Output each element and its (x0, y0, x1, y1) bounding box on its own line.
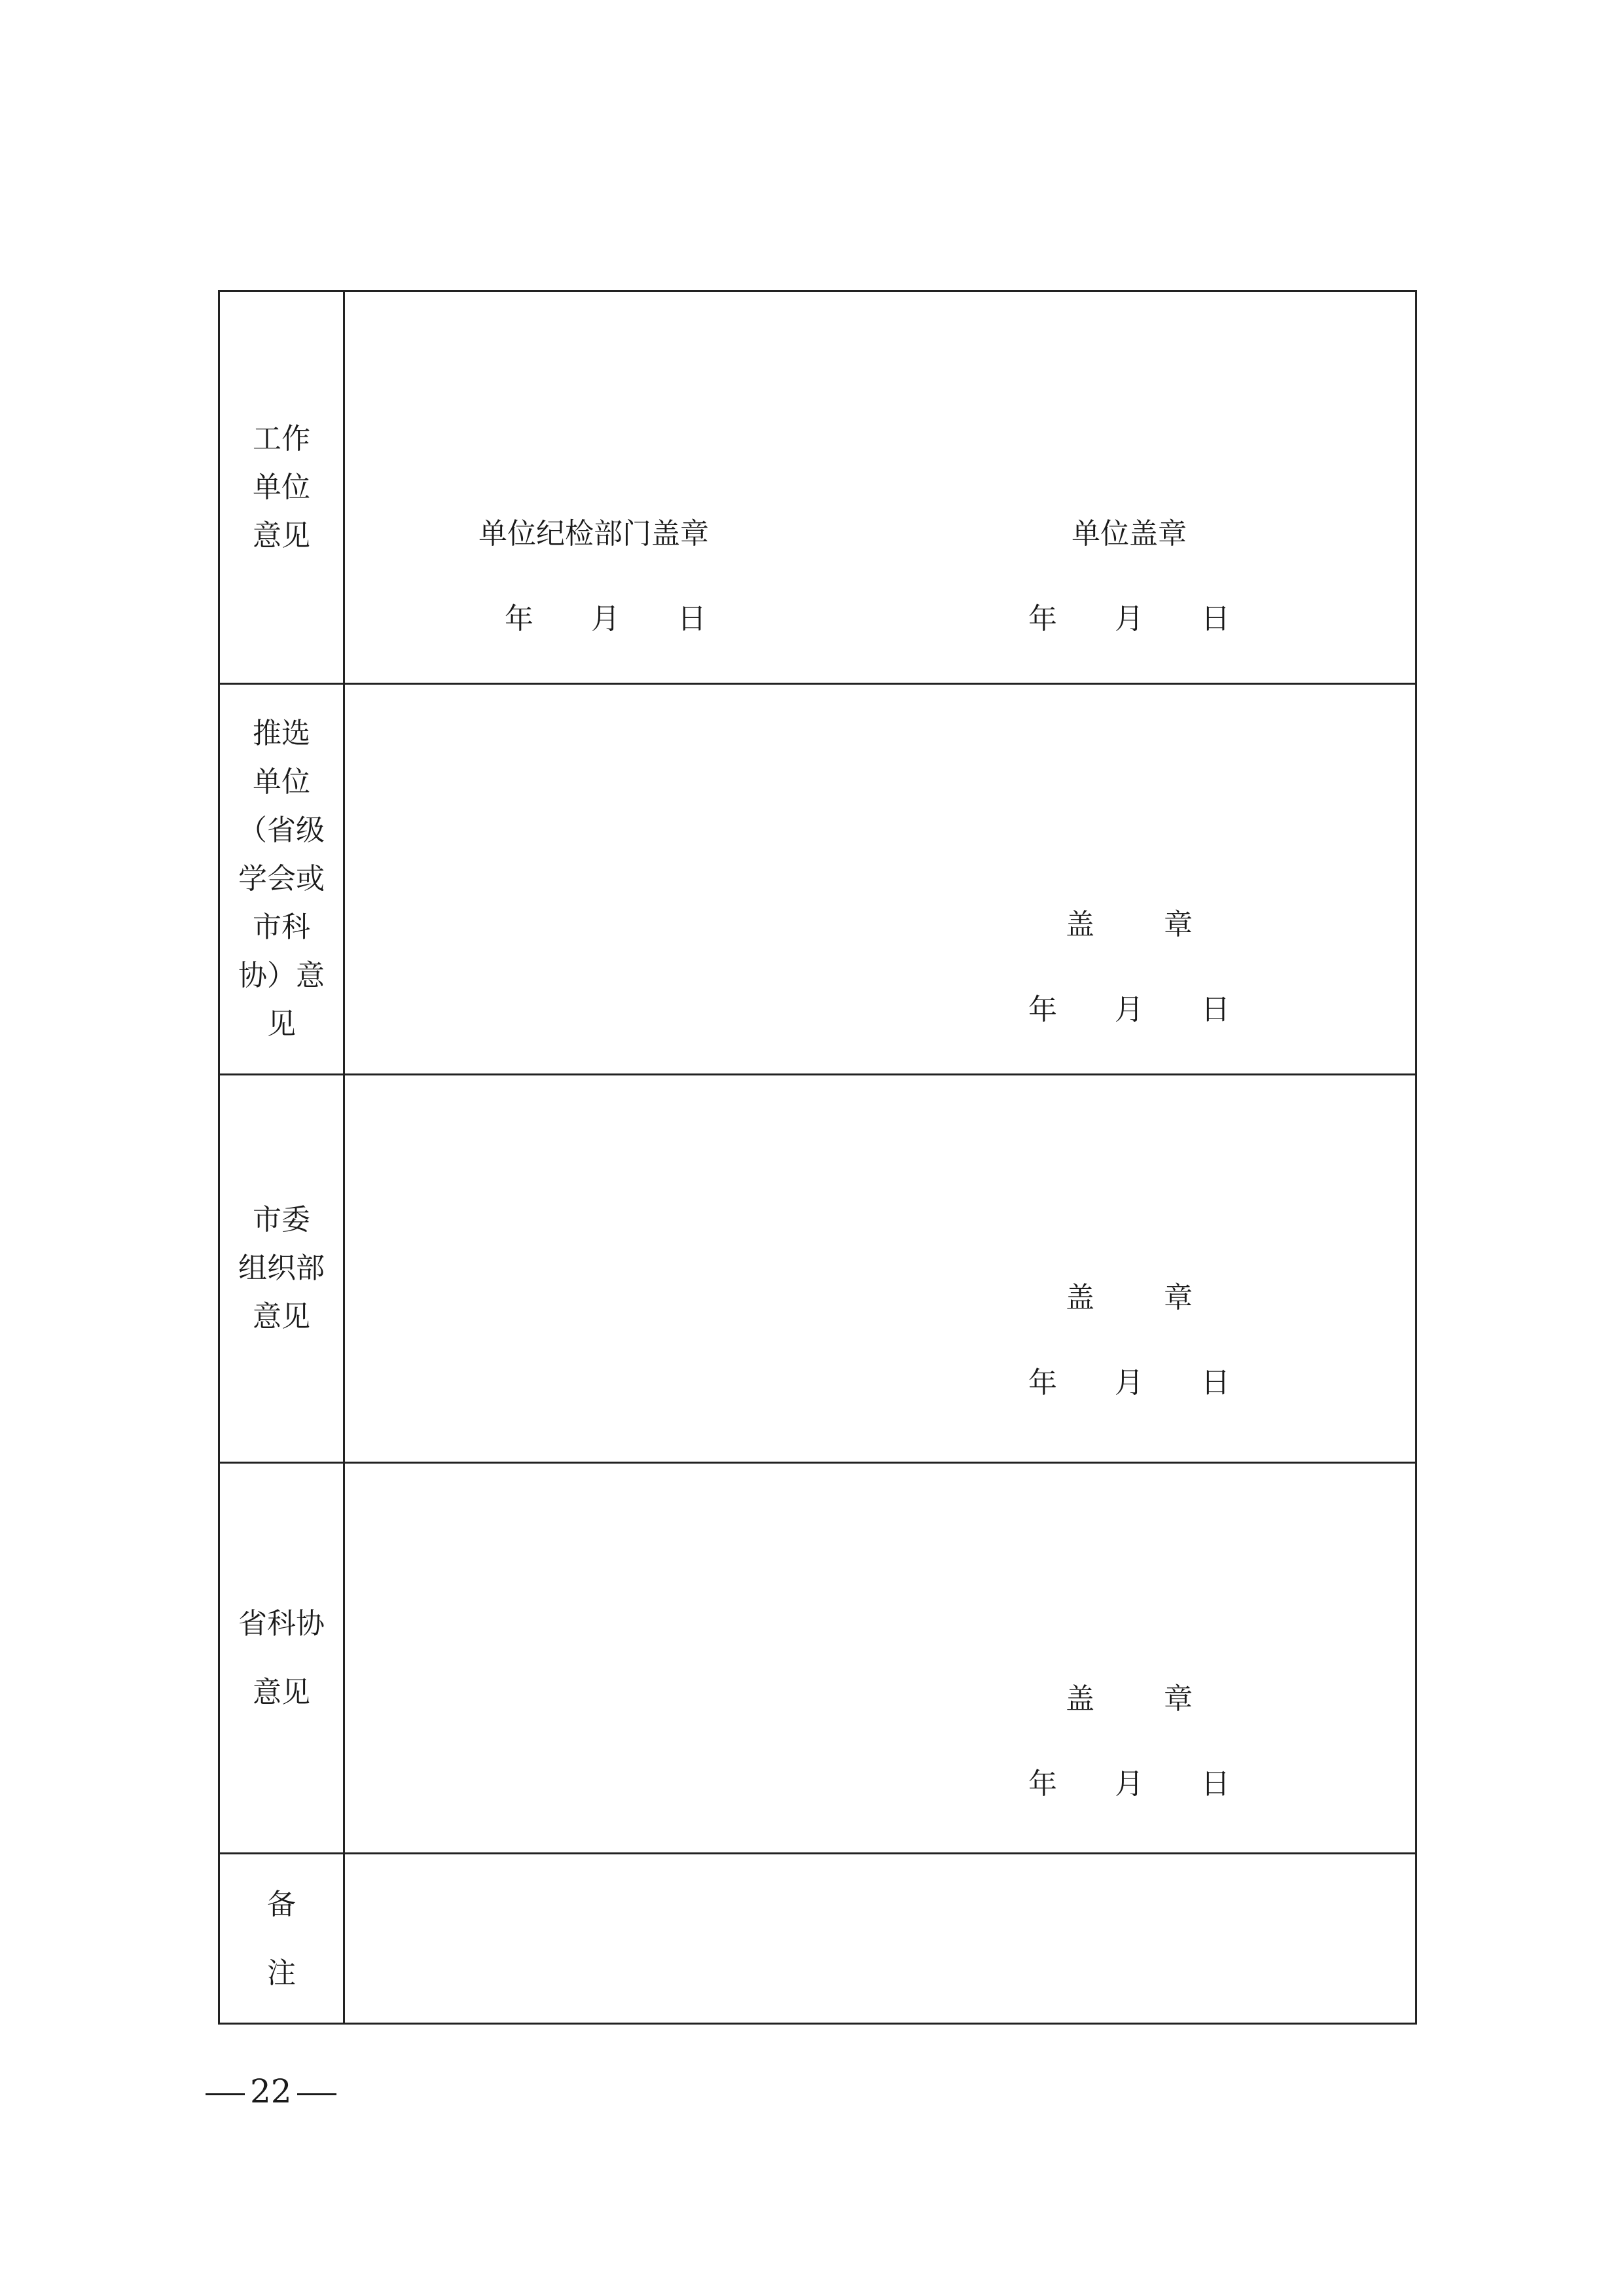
label-line: 市科 (253, 910, 310, 944)
seal-char: 章 (1164, 908, 1193, 941)
opinion-cell-nominating-unit[interactable] (344, 684, 1416, 1075)
date-day: 日 (1201, 1366, 1230, 1399)
nominating-stamp-block (1000, 905, 1259, 1030)
date-month: 月 (1115, 1366, 1144, 1399)
date-day: 日 (1201, 993, 1230, 1026)
seal-char: 盖 (1066, 908, 1094, 941)
label-line: 组织部 (238, 1252, 325, 1285)
provincial-stamp-block (1000, 1680, 1259, 1804)
label-line: 意见 (253, 1300, 310, 1333)
date-year: 年 (1028, 602, 1057, 636)
date-month: 月 (1115, 1767, 1144, 1801)
seal-char: 章 (1164, 1682, 1193, 1716)
date-year: 年 (505, 602, 533, 636)
seal-label (1000, 1278, 1259, 1318)
label-line: 见 (267, 1007, 296, 1041)
label-cell-provincial-sci-assoc (219, 1463, 344, 1854)
date-month: 月 (1115, 602, 1144, 636)
date-year: 年 (1028, 993, 1057, 1026)
label-line: 学会或 (238, 862, 325, 895)
approval-form-table (218, 290, 1417, 2025)
label-line: 协）意 (238, 959, 325, 992)
label-work-unit-opinion (253, 415, 310, 560)
label-line: 市委 (253, 1203, 310, 1236)
discipline-dept-stamp-label: 单位纪检部门盖章 (478, 517, 709, 550)
label-municipal-org-dept-opinion (238, 1196, 325, 1341)
label-line: 注 (267, 1956, 296, 1990)
label-line: 备 (267, 1887, 296, 1921)
unit-stamp-label: 单位盖章 (1072, 517, 1187, 550)
label-line: 意见 (253, 518, 310, 552)
dash-right (297, 2093, 336, 2095)
row-work-unit-opinion (219, 291, 1416, 684)
opinion-cell-provincial-sci-assoc[interactable] (344, 1463, 1416, 1854)
label-line: 意见 (253, 1676, 310, 1709)
date-day: 日 (1201, 1767, 1230, 1801)
label-line: 单位 (253, 765, 310, 799)
date-month: 月 (591, 602, 620, 636)
date-day: 日 (677, 602, 706, 636)
label-cell-work-unit (219, 291, 344, 684)
unit-stamp-block (1000, 514, 1259, 639)
date-month: 月 (1115, 993, 1144, 1026)
row-remarks (219, 1854, 1416, 2024)
remarks-cell[interactable] (344, 1854, 1416, 2024)
label-remarks (267, 1870, 296, 2008)
page-number (200, 2068, 342, 2114)
label-cell-nominating-unit (219, 684, 344, 1075)
label-nominating-unit-opinion (238, 710, 325, 1049)
label-line: 推选 (253, 717, 310, 750)
row-municipal-org-dept-opinion (219, 1075, 1416, 1463)
seal-label (1000, 905, 1259, 945)
seal-char: 盖 (1066, 1682, 1094, 1716)
opinion-cell-municipal-org-dept[interactable] (344, 1075, 1416, 1463)
date-year: 年 (1028, 1767, 1057, 1801)
row-provincial-sci-assoc-opinion (219, 1463, 1416, 1854)
dash-left (206, 2093, 245, 2095)
page-number-value: 22 (250, 2072, 292, 2110)
seal-char: 章 (1164, 1281, 1193, 1314)
date-line (476, 600, 712, 639)
opinion-cell-work-unit[interactable] (344, 291, 1416, 684)
label-line: 省科协 (238, 1607, 325, 1640)
date-line (1000, 600, 1259, 639)
seal-label (1000, 1680, 1259, 1719)
date-line (1000, 1363, 1259, 1403)
label-line: （省级 (238, 814, 325, 847)
municipal-stamp-block (1000, 1278, 1259, 1403)
discipline-dept-stamp-block (476, 514, 712, 639)
date-line (1000, 990, 1259, 1030)
label-cell-remarks (219, 1854, 344, 2024)
row-nominating-unit-opinion (219, 684, 1416, 1075)
label-cell-municipal-org-dept (219, 1075, 344, 1463)
date-day: 日 (1201, 602, 1230, 636)
date-year: 年 (1028, 1366, 1057, 1399)
label-line: 单位 (253, 470, 310, 504)
date-line (1000, 1765, 1259, 1804)
seal-char: 盖 (1066, 1281, 1094, 1314)
label-provincial-sci-assoc-opinion (238, 1589, 325, 1727)
label-line: 工作 (253, 422, 310, 456)
